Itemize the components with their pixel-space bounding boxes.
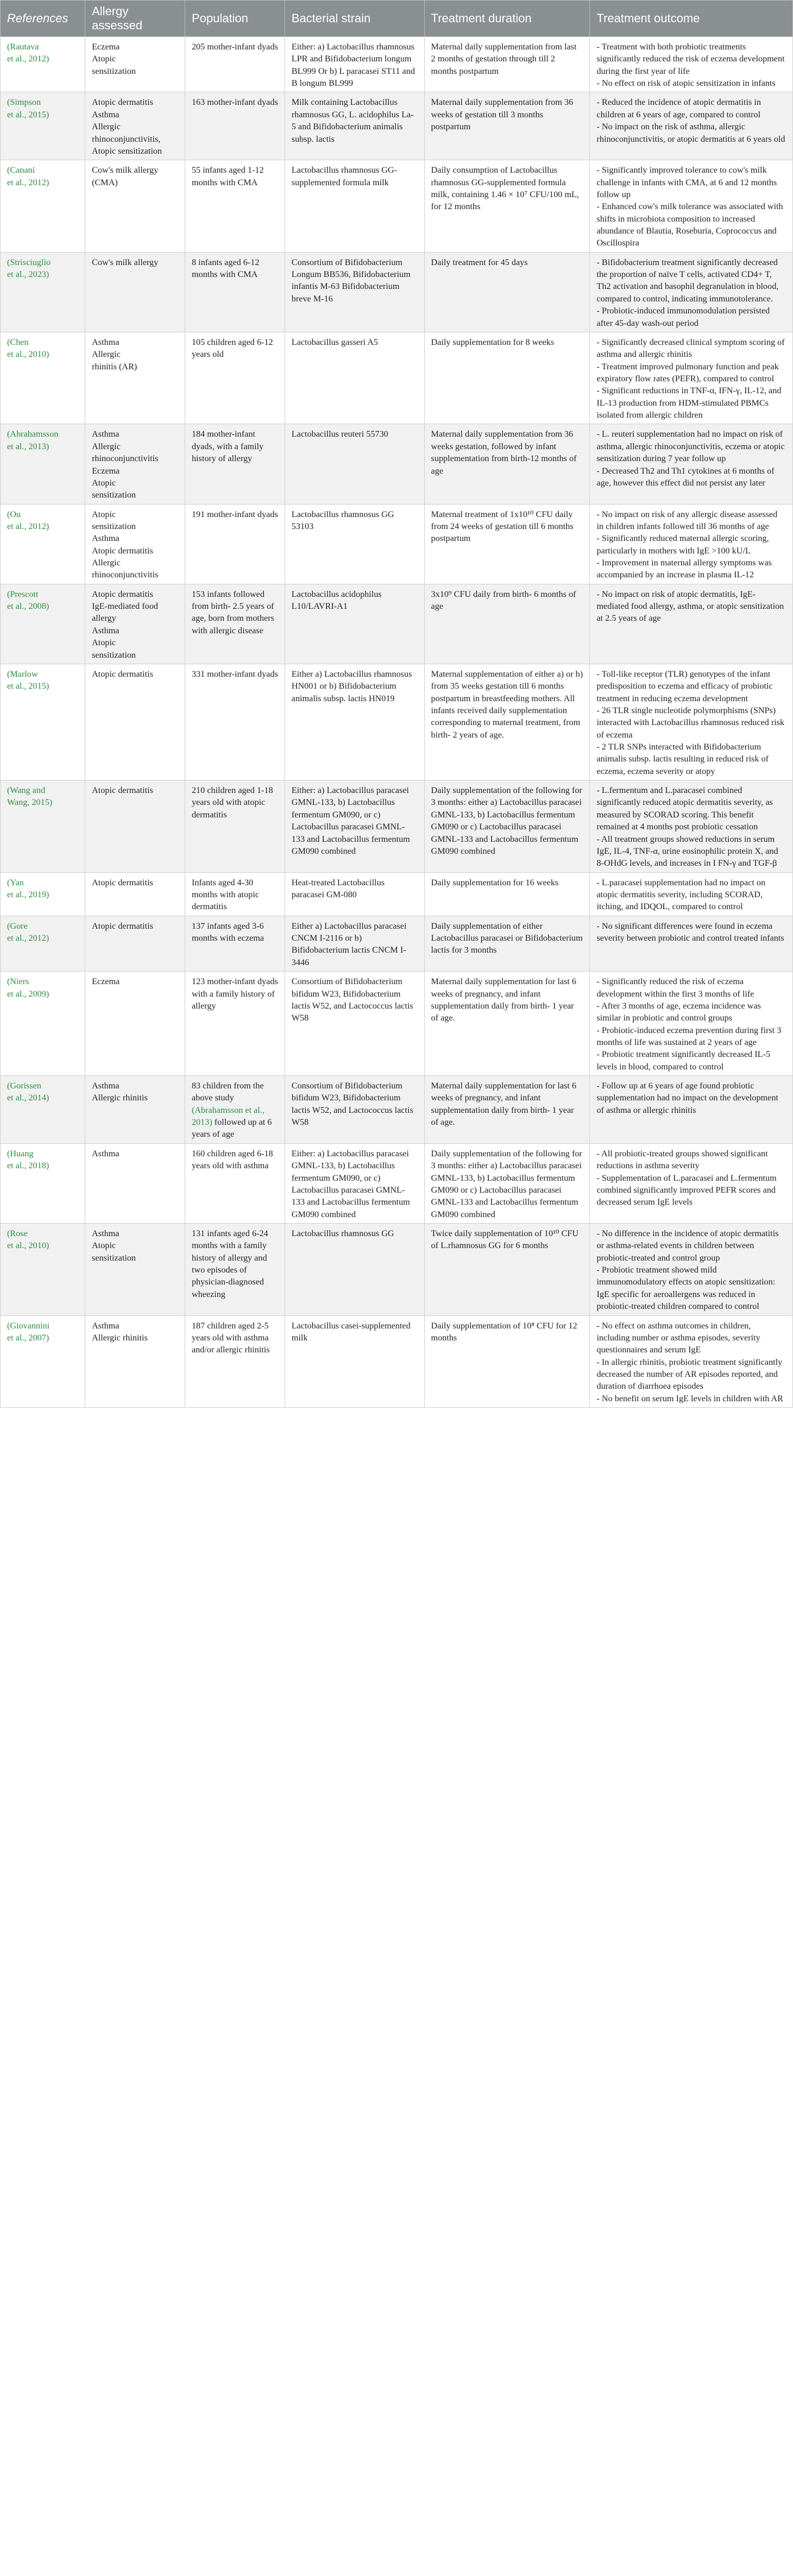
- bacterial-strain-cell: [285, 1143, 424, 1223]
- population-text: 8 infants aged 6-12 months with CMA: [191, 257, 260, 280]
- allergy-item: Atopic dermatitis: [92, 97, 153, 108]
- treatment-duration-cell: [424, 1223, 590, 1315]
- strain-text: Lactobacillus gasseri A5: [291, 337, 378, 347]
- reference-link[interactable]: et al., 2014): [7, 1093, 49, 1103]
- allergy-item: rhinoconjunctivitis: [92, 570, 159, 580]
- outcome-bullet: - Significant reductions in TNF-α, IFN-γ, IL-12, and IL-13 production from HDM-stimulated PBMCs isolated from allergic children: [596, 386, 782, 420]
- duration-text: Maternal supplementation of either a) or b) from 35 weeks gestation till 6 months postpartum in breastfeeding mothers. All infants received daily supplementation corresponding to maternal treatment, from birth- 2 years of age.: [431, 669, 583, 740]
- duration-text: Daily supplementation for 8 weeks: [431, 337, 555, 347]
- header-bacterial-strain: Bacterial strain: [285, 1, 424, 37]
- bacterial-strain-cell: [285, 92, 424, 160]
- outcome-bullet: - 26 TLR single nucleotide polymorphisms (SNPs) interacted with Lactobacillus rhamnosus reduced risk of eczema: [596, 705, 785, 740]
- allergy-item: Allergic: [92, 441, 121, 451]
- reference-link[interactable]: (Giovannini: [7, 1320, 50, 1331]
- allergy-item: Allergic: [92, 558, 121, 568]
- treatment-outcome-cell: [590, 37, 793, 92]
- outcome-bullet: - Follow up at 6 years of age found probiotic supplementation had no impact on the development of asthma or allergic rhinitis: [596, 1081, 778, 1115]
- outcome-bullet: - Bifidobacterium treatment significantly decreased the proportion of naïve T cells, activated CD4+ T, Th2 activation and basophil degranulation in blood, compared to control, indicating immunotolerance.: [596, 257, 779, 304]
- reference-link[interactable]: et al., 2007): [7, 1332, 49, 1343]
- allergy-item: Allergic rhinitis: [92, 1093, 148, 1103]
- treatment-outcome-cell: [590, 972, 793, 1076]
- treatment-outcome-cell: [590, 916, 793, 971]
- allergy-item: sensitization: [92, 1252, 136, 1263]
- reference-cell[interactable]: [1, 37, 85, 92]
- duration-text: Daily supplementation of the following for 3 months: either a) Lactobacillus paracasei GMNL-133, b) Lactobacillus fermentum GM090 or c) Lactobacillus paracasei GMNL-133 and Lactobacillus fermentum GM090 combined: [431, 785, 582, 856]
- table-row: [1, 1076, 793, 1144]
- reference-link[interactable]: et al., 2013): [7, 441, 49, 451]
- reference-link[interactable]: Wang, 2015): [7, 797, 53, 808]
- treatment-duration-cell: [424, 332, 590, 424]
- treatment-duration-cell: [424, 504, 590, 584]
- bacterial-strain-cell: [285, 424, 424, 504]
- treatment-outcome-cell: [590, 1076, 793, 1144]
- outcome-bullet: - No impact on the risk of asthma, allergic rhinoconjunctivitis, or atopic dermatitis at 6 years old: [596, 122, 785, 144]
- outcome-bullet: - Supplementation of L.paracasei and L.fermentum combined significantly improved PEFR scores and decreased serum IgE levels: [596, 1173, 777, 1207]
- duration-text: Maternal treatment of 1x10¹⁰ CFU daily from 24 weeks of gestation till 6 months postpartum: [431, 509, 574, 544]
- reference-link[interactable]: et al., 2023): [7, 269, 49, 280]
- reference-cell[interactable]: [1, 1223, 85, 1315]
- outcome-bullet: - L. reuteri supplementation had no impact on risk of asthma, allergic rhinoconjunctivitis, eczema or atopic sensitization during 7 year follow up: [596, 429, 785, 464]
- reference-cell[interactable]: [1, 916, 85, 971]
- table-row: [1, 37, 793, 92]
- treatment-outcome-cell: [590, 332, 793, 424]
- reference-cell[interactable]: [1, 1315, 85, 1408]
- allergy-item: IgE-mediated food allergy: [92, 601, 158, 623]
- duration-text: Daily consumption of Lactobacillus rhamnosus GG-supplemented formula milk, containing 1.46 × 10⁷ CFU/100 mL, for 12 months: [431, 165, 579, 212]
- bacterial-strain-cell: [285, 972, 424, 1076]
- strain-text: Consortium of Bifidobacterium Longum BB536, Bifidobacterium infantis M-63 Bifidobacterium breve M-16: [291, 257, 411, 304]
- allergy-cell: [85, 1223, 185, 1315]
- allergy-item: rhinoconjunctivitis: [92, 454, 159, 464]
- reference-link[interactable]: et al., 2012): [7, 521, 49, 531]
- population-text: 160 children aged 6-18 years old with asthma: [191, 1148, 273, 1171]
- header-population: Population: [185, 1, 285, 37]
- treatment-outcome-cell: [590, 504, 793, 584]
- allergy-item: Asthma: [92, 625, 119, 635]
- population-text: 184 mother-infant dyads, with a family history of allergy: [191, 429, 264, 464]
- allergy-item: rhinitis (AR): [92, 361, 137, 371]
- reference-link[interactable]: (Niers: [7, 977, 29, 987]
- allergy-cell: [85, 584, 185, 664]
- population-text: 153 infants followed from birth- 2.5 years of age, born from mothers with allergic disease: [191, 589, 274, 635]
- duration-text: 3x10⁹ CFU daily from birth- 6 months of age: [431, 589, 576, 612]
- treatment-duration-cell: [424, 424, 590, 504]
- treatment-duration-cell: [424, 37, 590, 92]
- population-cell: [185, 1143, 285, 1223]
- population-cell: [185, 664, 285, 780]
- table-row: [1, 916, 793, 971]
- duration-text: Maternal daily supplementation for last 6 weeks of pregnancy, and infant supplementation daily from birth- 1 year of age.: [431, 977, 577, 1023]
- outcome-bullet: - Probiotic treatment showed mild immunomodulatory effects on atopic sensitization: IgE specific for aeroallergens was reduced in probiotic-treated children compared to control: [596, 1265, 776, 1312]
- table-row: [1, 1143, 793, 1223]
- reference-link[interactable]: et al., 2012): [7, 54, 49, 64]
- duration-text: Twice daily supplementation of 10¹⁰ CFU of L.rhamnosus GG for 6 months: [431, 1228, 578, 1251]
- outcome-bullet: - No impact on risk of atopic dermatitis, IgE-mediated food allergy, asthma, or atopic sensitization at 2.5 years of age: [596, 589, 784, 623]
- population-cell: [185, 584, 285, 664]
- bacterial-strain-cell: [285, 160, 424, 253]
- treatment-outcome-cell: [590, 92, 793, 160]
- treatment-duration-cell: [424, 780, 590, 873]
- allergy-item: Atopic dermatitis: [92, 785, 153, 796]
- reference-link[interactable]: et al., 2015): [7, 681, 49, 691]
- population-cell: [185, 504, 285, 584]
- population-text: 55 infants aged 1-12 months with CMA: [191, 165, 264, 187]
- strain-text: Either a) Lactobacillus paracasei CNCM I-2116 or b) Bifidobacterium lactis CNCM I- 3446: [291, 921, 407, 967]
- allergy-item: Atopic: [92, 1240, 116, 1251]
- allergy-item: Atopic dermatitis: [92, 921, 153, 931]
- population-text: 187 children aged 2-5 years old with asthma and/or allergic rhinitis: [191, 1320, 270, 1355]
- allergy-item: Atopic dermatitis: [92, 669, 153, 679]
- outcome-bullet: - After 3 months of age, eczema incidence was similar in probiotic and control groups: [596, 1000, 761, 1023]
- allergy-item: Eczema: [92, 977, 120, 987]
- strain-text: Either: a) Lactobacillus paracasei GMNL-133, b) Lactobacillus fermentum GM090, or c) Lactobacillus paracasei GMNL-133 and Lactobacillus fermentum GM090 combined: [291, 1148, 410, 1219]
- bacterial-strain-cell: [285, 664, 424, 780]
- treatment-duration-cell: [424, 1143, 590, 1223]
- strain-text: Heat-treated Lactobacillus paracasei GM-080: [291, 877, 385, 899]
- table-body: [1, 37, 793, 1408]
- treatment-outcome-cell: [590, 1315, 793, 1408]
- reference-link[interactable]: (Gorissen: [7, 1081, 41, 1091]
- strain-text: Either a) Lactobacillus rhamnosus HN001 or b) Bifidobacterium animalis subsp. lactis HN019: [291, 669, 412, 703]
- reference-cell[interactable]: [1, 1076, 85, 1144]
- allergy-item: Asthma: [92, 109, 119, 119]
- reference-link[interactable]: (Marlow: [7, 669, 38, 679]
- table-row: [1, 872, 793, 916]
- allergy-cell: [85, 780, 185, 873]
- reference-link[interactable]: et al., 2012): [7, 933, 49, 943]
- outcome-bullet: - Decreased Th2 and Th1 cytokines at 6 months of age, however this effect did not persist any later: [596, 465, 775, 488]
- table-row: [1, 1315, 793, 1408]
- duration-text: Daily treatment for 45 days: [431, 257, 528, 267]
- allergy-item: Allergic rhinitis: [92, 1332, 148, 1343]
- population-text: 123 mother-infant dyads with a family history of allergy: [191, 977, 278, 1011]
- bacterial-strain-cell: [285, 584, 424, 664]
- allergy-item: Atopic dermatitis: [92, 589, 153, 599]
- bacterial-strain-cell: [285, 872, 424, 916]
- population-text-after: followed up at 6 years of age: [191, 1117, 272, 1139]
- duration-text: Daily supplementation of either Lactobacillus paracasei or Bifidobacterium lactis for 3 months: [431, 921, 583, 955]
- reference-cell[interactable]: [1, 504, 85, 584]
- duration-text: Maternal daily supplementation from 36 weeks gestation, followed by infant supplementation from birth-12 months of age: [431, 429, 577, 476]
- outcome-bullet: - No significant differences were found in eczema severity between probiotic and control treated infants: [596, 921, 784, 943]
- treatment-duration-cell: [424, 92, 590, 160]
- treatment-duration-cell: [424, 1315, 590, 1408]
- reference-cell[interactable]: [1, 424, 85, 504]
- population-text: 331 mother-infant dyads: [191, 669, 278, 679]
- reference-link[interactable]: (Canani: [7, 165, 35, 175]
- population-text: Infants aged 4-30 months with atopic dermatitis: [191, 877, 260, 912]
- reference-link[interactable]: et al., 2010): [7, 349, 49, 360]
- outcome-bullet: - Toll-like receptor (TLR) genotypes of the infant predisposition to eczema and efficacy of probiotic treatment in reducing eczema development: [596, 669, 773, 703]
- reference-cell[interactable]: [1, 160, 85, 253]
- reference-link[interactable]: (Prescott: [7, 589, 39, 599]
- table-row: [1, 1223, 793, 1315]
- reference-link[interactable]: (Abrahamsson: [7, 429, 59, 439]
- treatment-duration-cell: [424, 252, 590, 332]
- strain-text: Lactobacillus rhamnosus GG- supplemented formula milk: [291, 165, 397, 187]
- allergy-cell: [85, 504, 185, 584]
- outcome-bullet: - L.paracasei supplementation had no impact on atopic dermatitis severity, including SCORAD, itching, and IDQOL, compared to control: [596, 877, 766, 912]
- population-cell: [185, 1315, 285, 1408]
- allergy-item: Atopic dermatitis: [92, 545, 153, 556]
- allergy-cell: [85, 92, 185, 160]
- allergy-cell: [85, 972, 185, 1076]
- treatment-duration-cell: [424, 160, 590, 253]
- population-text: 137 infants aged 3-6 months with eczema: [191, 921, 264, 943]
- outcome-bullet: - Significantly decreased clinical symptom scoring of asthma and allergic rhinitis: [596, 337, 785, 360]
- outcome-bullet: - Probiotic treatment significantly decreased IL-5 levels in blood, compared to control: [596, 1049, 771, 1072]
- strain-text: Consortium of Bifidobacterium bifidum W23, Bifidobacterium lactis W52, and Lactococcus lactis W58: [291, 1081, 413, 1128]
- allergy-cell: [85, 332, 185, 424]
- population-text: 131 infants aged 6-24 months with a family history of allergy and two episodes of physician-diagnosed wheezing: [191, 1228, 268, 1299]
- population-cell: [185, 92, 285, 160]
- bacterial-strain-cell: [285, 252, 424, 332]
- outcome-bullet: - Treatment with both probiotic treatments significantly reduced the risk of eczema development during the first year of life: [596, 42, 785, 76]
- treatment-duration-cell: [424, 972, 590, 1076]
- reference-cell[interactable]: [1, 584, 85, 664]
- header-references: References: [1, 1, 85, 37]
- allergy-item: Atopic: [92, 54, 116, 64]
- table-row: [1, 424, 793, 504]
- population-cell: [185, 916, 285, 971]
- outcome-bullet: - In allergic rhinitis, probiotic treatment significantly decreased the number of AR episodes reported, and duration of diarrhoea episodes: [596, 1357, 783, 1391]
- allergy-item: Asthma: [92, 533, 119, 544]
- population-text: 105 children aged 6-12 years old: [191, 337, 273, 360]
- reference-link[interactable]: (Chen: [7, 337, 29, 347]
- table-row: [1, 252, 793, 332]
- allergy-cell: [85, 1315, 185, 1408]
- allergy-item: sensitization: [92, 521, 136, 531]
- duration-text: Maternal daily supplementation for last 6 weeks of pregnancy, and infant supplementation daily from birth- 1 year of age.: [431, 1081, 577, 1128]
- population-text: 191 mother-infant dyads: [191, 509, 278, 519]
- treatment-outcome-cell: [590, 1223, 793, 1315]
- outcome-bullet: - Significantly improved tolerance to cow's milk challenge in infants with CMA, at 6 and 12 months follow up: [596, 165, 777, 199]
- allergy-item: sensitization: [92, 66, 136, 76]
- reference-link[interactable]: et al., 2012): [7, 177, 49, 187]
- reference-cell[interactable]: [1, 972, 85, 1076]
- population-text: 83 children from the above study: [191, 1081, 264, 1103]
- population-cell: [185, 160, 285, 253]
- reference-cell[interactable]: [1, 92, 85, 160]
- table-row: [1, 780, 793, 873]
- outcome-bullet: - Probiotic-induced immunomodulation persisted after 45-day wash-out period: [596, 306, 770, 328]
- population-cell: [185, 332, 285, 424]
- strain-text: Milk containing Lactobacillus rhamnosus GG, L. acidophilus La-5 and Bifidobacterium animalis subsp. lactis: [291, 97, 414, 144]
- allergy-cell: [85, 37, 185, 92]
- outcome-bullet: - Improvement in maternal allergy symptoms was accompanied by an increase in plasma IL-12: [596, 558, 772, 580]
- table-row: [1, 664, 793, 780]
- reference-link[interactable]: (Strisciuglio: [7, 257, 51, 267]
- allergy-cell: [85, 916, 185, 971]
- population-cell: [185, 1076, 285, 1144]
- strain-text: Lactobacillus rhamnosus GG 53103: [291, 509, 394, 531]
- outcome-bullet: - All treatment groups showed reductions in serum IgE, IL-4, TNF-α, urine eosinophilic protein X, and 8-OHdG levels, and increases in I FN-γ and TGF-β: [596, 834, 778, 868]
- reference-link[interactable]: et al., 2010): [7, 1240, 49, 1251]
- reference-link[interactable]: (Huang: [7, 1148, 34, 1158]
- outcome-bullet: - 2 TLR SNPs interacted with Bifidobacterium animalis subsp. lactis resulting in reduced risk of eczema, eczema severity or atopy: [596, 742, 769, 776]
- outcome-bullet: - No effect on risk of atopic sensitization in infants: [596, 78, 776, 89]
- treatment-duration-cell: [424, 872, 590, 916]
- allergy-cell: [85, 1076, 185, 1144]
- population-cell: [185, 252, 285, 332]
- reference-link[interactable]: (Rautava: [7, 42, 39, 52]
- bacterial-strain-cell: [285, 1315, 424, 1408]
- header-treatment-outcome: Treatment outcome: [590, 1, 793, 37]
- reference-link[interactable]: (Rose: [7, 1228, 28, 1238]
- treatment-outcome-cell: [590, 1143, 793, 1223]
- allergy-item: Asthma: [92, 429, 119, 439]
- outcome-bullet: - No difference in the incidence of atopic dermatitis or asthma-related events in children between probiotic-treated and control group: [596, 1228, 779, 1263]
- allergy-item: Asthma: [92, 1081, 119, 1091]
- table-row: [1, 972, 793, 1076]
- duration-text: Maternal daily supplementation from 36 weeks of gestation till 3 months postpartum: [431, 97, 574, 132]
- bacterial-strain-cell: [285, 504, 424, 584]
- strain-text: Lactobacillus reuteri 55730: [291, 429, 388, 439]
- bacterial-strain-cell: [285, 37, 424, 92]
- population-cell: [185, 424, 285, 504]
- allergy-cell: [85, 252, 185, 332]
- allergy-item: Asthma: [92, 337, 119, 347]
- outcome-bullet: - No benefit on serum IgE levels in children with AR: [596, 1393, 783, 1403]
- allergy-item: Eczema: [92, 42, 120, 52]
- population-cell: [185, 972, 285, 1076]
- reference-link[interactable]: (Ou: [7, 509, 21, 519]
- treatment-outcome-cell: [590, 664, 793, 780]
- outcome-bullet: - Treatment improved pulmonary function and peak expiratory flow rates (PEFR), compared to control: [596, 361, 779, 383]
- reference-cell[interactable]: [1, 332, 85, 424]
- allergy-item: Atopic: [92, 477, 116, 488]
- allergy-item: Cow's milk allergy: [92, 257, 159, 267]
- bacterial-strain-cell: [285, 1223, 424, 1315]
- allergy-item: Atopic sensitization: [92, 146, 162, 156]
- reference-cell[interactable]: [1, 780, 85, 873]
- table-row: [1, 504, 793, 584]
- allergy-item: Asthma: [92, 1148, 119, 1158]
- reference-cell[interactable]: [1, 664, 85, 780]
- duration-text: Daily supplementation for 16 weeks: [431, 877, 559, 887]
- allergy-item: Asthma: [92, 1320, 119, 1331]
- strain-text: Lactobacillus rhamnosus GG: [291, 1228, 394, 1238]
- bacterial-strain-cell: [285, 332, 424, 424]
- treatment-outcome-cell: [590, 584, 793, 664]
- allergy-item: Asthma: [92, 1228, 119, 1238]
- reference-link[interactable]: et al., 2019): [7, 890, 49, 899]
- allergy-item: Atopic: [92, 638, 116, 648]
- treatment-duration-cell: [424, 584, 590, 664]
- strain-text: Either: a) Lactobacillus rhamnosus LPR and Bifidobacterium longum BL999 Or b) L paracasei ST11 and B longum BL999: [291, 42, 415, 89]
- reference-link[interactable]: (Wang and: [7, 785, 46, 796]
- outcome-bullet: - L.fermentum and L.paracasei combined significantly reduced atopic dermatitis severity, as measured by SCORAD scoring. This benefit remained at 4 months post probiotic cessation: [596, 785, 773, 832]
- outcome-bullet: - Significantly reduced maternal allergic scoring, particularly in mothers with IgE >100 kU/L: [596, 533, 769, 556]
- header-treatment-duration: Treatment duration: [424, 1, 590, 37]
- outcome-bullet: - Significantly reduced the risk of eczema development within the first 3 months of life: [596, 977, 754, 999]
- allergy-item: Atopic: [92, 509, 116, 519]
- reference-link[interactable]: et al., 2009): [7, 988, 49, 999]
- treatment-duration-cell: [424, 916, 590, 971]
- strain-text: Either: a) Lactobacillus paracasei GMNL-133, b) Lactobacillus fermentum GM090, or c) Lactobacillus paracasei GMNL-133 and Lactobacillus fermentum GM090 combined: [291, 785, 410, 856]
- strain-text: Consortium of Bifidobacterium bifidum W23, Bifidobacterium lactis W52, and Lactococcus lactis W58: [291, 977, 413, 1023]
- table-row: [1, 160, 793, 253]
- reference-link[interactable]: et al., 2018): [7, 1161, 49, 1171]
- table-header-row: [1, 1, 793, 37]
- allergy-item: sensitization: [92, 490, 136, 500]
- table-row: [1, 332, 793, 424]
- reference-cell[interactable]: [1, 872, 85, 916]
- allergy-item: Cow's milk allergy (CMA): [92, 165, 159, 187]
- outcome-bullet: - Enhanced cow's milk tolerance was associated with shifts in microbiota composition to increased abundance of Blautia, Roseburia, Coprococcus and Oscillospira: [596, 201, 783, 248]
- reference-link[interactable]: et al., 2008): [7, 601, 49, 612]
- treatment-outcome-cell: [590, 780, 793, 873]
- outcome-bullet: - Reduced the incidence of atopic dermatitis in children at 6 years of age, compared to control: [596, 97, 761, 119]
- reference-link[interactable]: (Yan: [7, 877, 24, 887]
- allergy-cell: [85, 160, 185, 253]
- treatment-outcome-cell: [590, 160, 793, 253]
- duration-text: Daily supplementation of 10⁸ CFU for 12 months: [431, 1320, 577, 1343]
- reference-link[interactable]: (Simpson: [7, 97, 41, 108]
- allergy-item: Allergic: [92, 349, 121, 360]
- population-cell: [185, 780, 285, 873]
- outcome-bullet: - No effect on asthma outcomes in children, including number or asthma episodes, severity questionnaires and serum IgE: [596, 1320, 760, 1355]
- outcome-bullet: - No impact on risk of any allergic disease assessed in children infants followed till 36 months of age: [596, 509, 778, 531]
- bacterial-strain-cell: [285, 1076, 424, 1144]
- allergy-item: sensitization: [92, 650, 136, 660]
- treatment-outcome-cell: [590, 252, 793, 332]
- duration-text: Maternal daily supplementation from last 2 months of gestation through till 2 months postpartum: [431, 42, 577, 76]
- outcome-bullet: - All probiotic-treated groups showed significant reductions in asthma severity: [596, 1148, 768, 1171]
- reference-link[interactable]: (Gore: [7, 921, 28, 931]
- reference-cell[interactable]: [1, 252, 85, 332]
- allergy-cell: [85, 664, 185, 780]
- treatment-outcome-cell: [590, 872, 793, 916]
- allergy-item: Eczema: [92, 465, 120, 476]
- bacterial-strain-cell: [285, 780, 424, 873]
- population-cell: [185, 1223, 285, 1315]
- treatment-duration-cell: [424, 664, 590, 780]
- population-cell: [185, 37, 285, 92]
- allergy-cell: [85, 424, 185, 504]
- population-text: 210 children aged 1-18 years old with atopic dermatitis: [191, 785, 273, 820]
- population-text: 163 mother-infant dyads: [191, 97, 278, 108]
- allergy-cell: [85, 872, 185, 916]
- table-row: [1, 92, 793, 160]
- allergy-item: Atopic dermatitis: [92, 877, 153, 887]
- allergy-item: Allergic rhinoconjunctivitis,: [92, 122, 161, 144]
- outcome-bullet: - Probiotic-induced eczema prevention during first 3 months of life was sustained at 2 years of age: [596, 1025, 782, 1047]
- strain-text: Lactobacillus casei-supplemented milk: [291, 1320, 411, 1343]
- reference-link[interactable]: et al., 2015): [7, 109, 49, 119]
- population-reference-link[interactable]: (Abrahamsson et al., 2013): [191, 1105, 265, 1128]
- treatment-outcome-cell: [590, 424, 793, 504]
- bacterial-strain-cell: [285, 916, 424, 971]
- treatment-duration-cell: [424, 1076, 590, 1144]
- strain-text: Lactobacillus acidophilus L10/LAVRI-A1: [291, 589, 382, 612]
- population-cell: [185, 872, 285, 916]
- population-text: 205 mother-infant dyads: [191, 42, 278, 52]
- reference-cell[interactable]: [1, 1143, 85, 1223]
- allergy-cell: [85, 1143, 185, 1223]
- header-allergy-assessed: Allergy assessed: [85, 1, 185, 37]
- table-row: [1, 584, 793, 664]
- duration-text: Daily supplementation of the following for 3 months: either a) Lactobacillus paracasei GMNL-133, b) Lactobacillus fermentum GM090 or c) Lactobacillus paracasei GMNL-133 and Lactobacillus fermentum GM090 combined: [431, 1148, 582, 1219]
